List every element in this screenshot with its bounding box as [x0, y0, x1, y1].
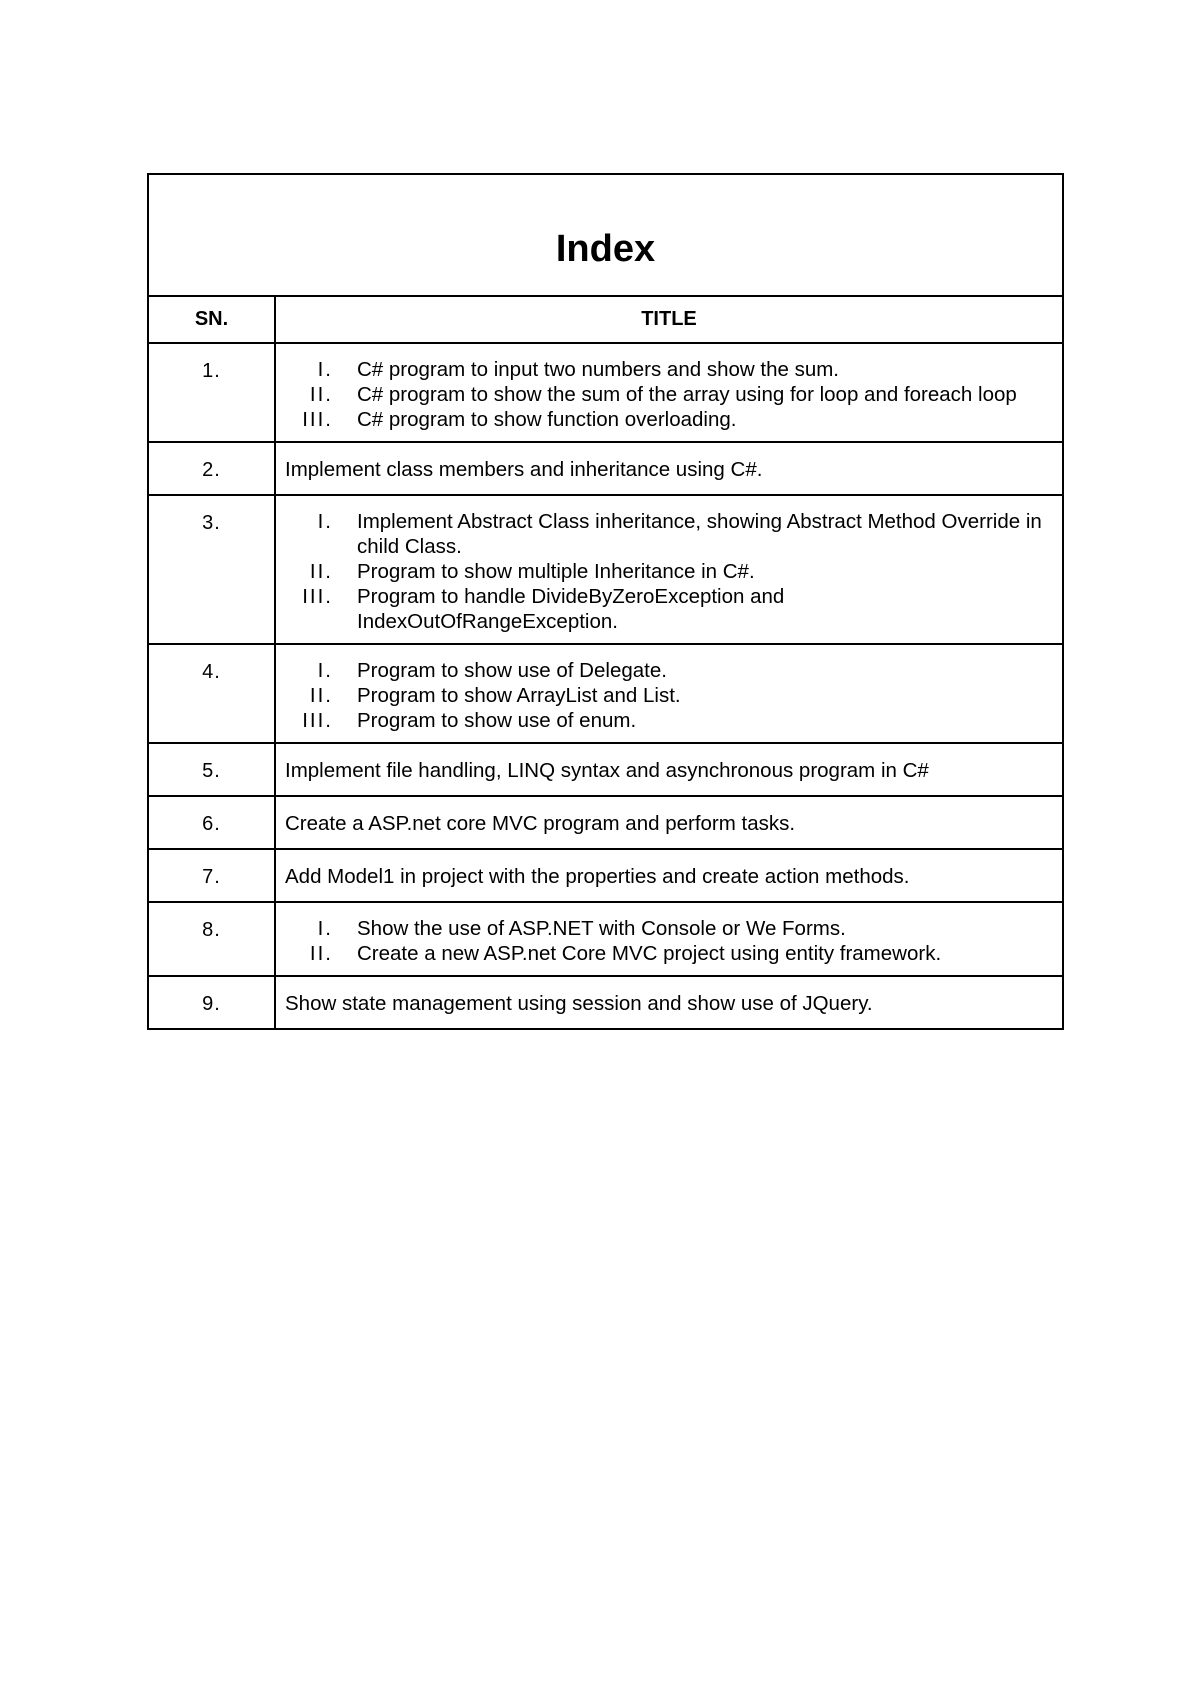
list-item	[276, 357, 1046, 382]
serial-number: 3.	[148, 495, 275, 644]
column-header-sn: SN.	[148, 296, 275, 343]
item-text: Create a new ASP.net Core MVC project using entity framework.	[357, 942, 942, 965]
roman-numeral: I.	[317, 358, 333, 381]
title-cell	[148, 174, 1063, 296]
sub-list	[276, 645, 1062, 742]
table-row	[148, 976, 1063, 1029]
title-cell	[275, 495, 1063, 644]
roman-numeral: III.	[302, 408, 333, 431]
title-cell	[275, 343, 1063, 442]
table-row	[148, 495, 1063, 644]
title-text: Add Model1 in project with the properties and create action methods.	[275, 849, 1063, 902]
column-header-title: TITLE	[275, 296, 1063, 343]
table-row	[148, 796, 1063, 849]
title-row	[148, 174, 1063, 296]
item-text: Program to handle DivideByZeroException and IndexOutOfRangeException.	[357, 585, 785, 633]
table-row	[148, 849, 1063, 902]
table-row	[148, 442, 1063, 495]
list-item	[276, 509, 1046, 559]
roman-numeral: I.	[317, 917, 333, 940]
index-table	[147, 173, 1064, 1030]
roman-numeral: III.	[302, 709, 333, 732]
roman-numeral: I.	[317, 659, 333, 682]
sub-list	[276, 344, 1062, 441]
title-text: Implement file handling, LINQ syntax and asynchronous program in C#	[275, 743, 1063, 796]
item-text: Program to show use of Delegate.	[357, 659, 667, 682]
sub-list	[276, 903, 1062, 975]
serial-number: 8.	[148, 902, 275, 976]
title-text: Show state management using session and show use of JQuery.	[275, 976, 1063, 1029]
page-title: Index	[555, 227, 656, 270]
list-item	[276, 683, 1046, 708]
item-text: Implement Abstract Class inheritance, showing Abstract Method Override in child Class.	[357, 510, 1042, 558]
list-item	[276, 382, 1046, 407]
table-row	[148, 644, 1063, 743]
item-text: C# program to input two numbers and show the sum.	[357, 358, 839, 381]
serial-number: 6.	[148, 796, 275, 849]
table-row	[148, 343, 1063, 442]
table-row	[148, 902, 1063, 976]
table-row	[148, 743, 1063, 796]
list-item	[276, 559, 1046, 584]
title-text: Implement class members and inheritance using C#.	[275, 442, 1063, 495]
roman-numeral: II.	[309, 684, 333, 707]
list-item	[276, 407, 1046, 432]
serial-number: 5.	[148, 743, 275, 796]
title-cell	[275, 902, 1063, 976]
item-text: Show the use of ASP.NET with Console or We Forms.	[357, 917, 846, 940]
item-text: Program to show multiple Inheritance in C#.	[357, 560, 755, 583]
serial-number: 7.	[148, 849, 275, 902]
title-text: Create a ASP.net core MVC program and perform tasks.	[275, 796, 1063, 849]
serial-number: 4.	[148, 644, 275, 743]
list-item	[276, 584, 1046, 634]
list-item	[276, 941, 1046, 966]
roman-numeral: II.	[309, 383, 333, 406]
item-text: Program to show ArrayList and List.	[357, 684, 681, 707]
roman-numeral: I.	[317, 510, 333, 533]
title-cell	[275, 644, 1063, 743]
item-text: Program to show use of enum.	[357, 709, 637, 732]
serial-number: 2.	[148, 442, 275, 495]
list-item	[276, 658, 1046, 683]
roman-numeral: III.	[302, 585, 333, 608]
list-item	[276, 708, 1046, 733]
roman-numeral: II.	[309, 942, 333, 965]
serial-number: 9.	[148, 976, 275, 1029]
roman-numeral: II.	[309, 560, 333, 583]
item-text: C# program to show function overloading.	[357, 408, 737, 431]
sub-list	[276, 496, 1062, 643]
list-item	[276, 916, 1046, 941]
item-text: C# program to show the sum of the array using for loop and foreach loop	[357, 383, 1017, 406]
serial-number: 1.	[148, 343, 275, 442]
header-row	[148, 296, 1063, 343]
